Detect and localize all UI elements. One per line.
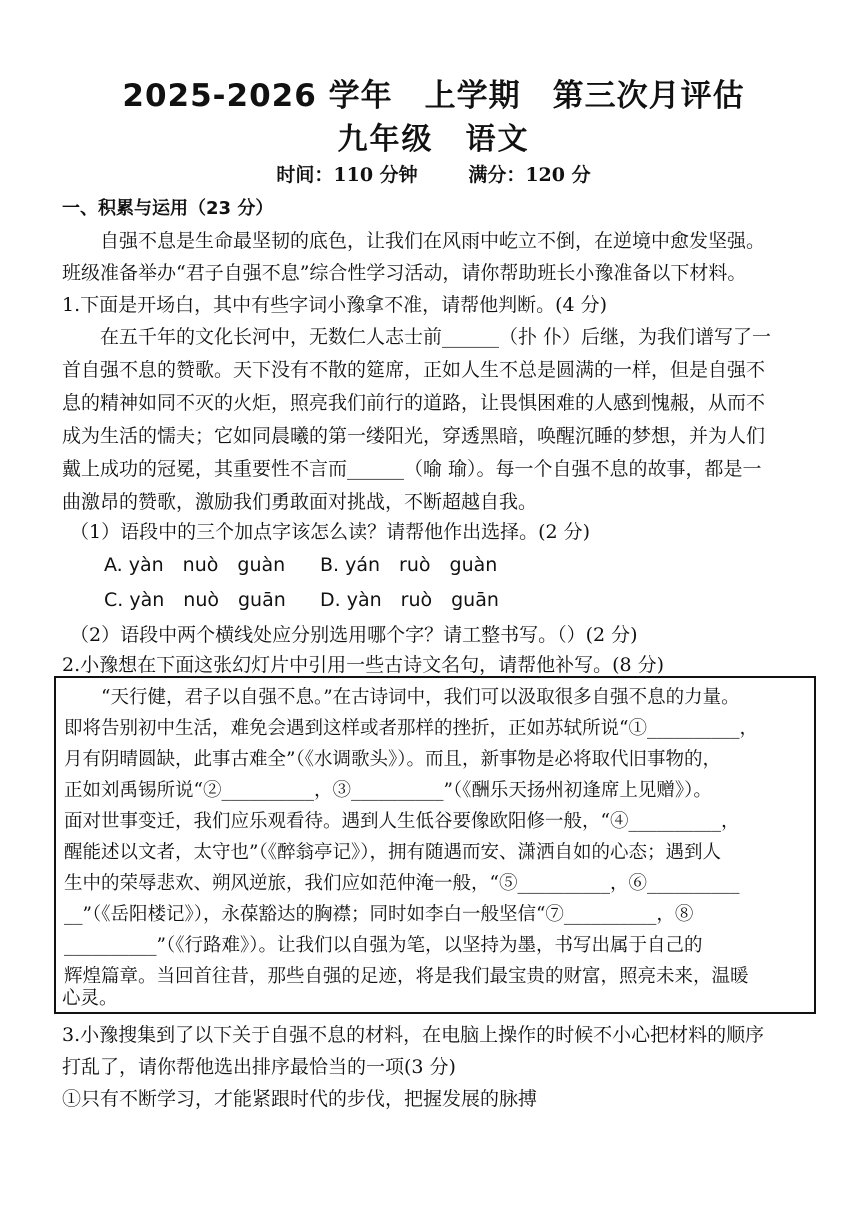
intro-line-1: 自强不息是生命最坚韧的底色，让我们在风雨中屹立不倒，在逆境中愈发坚强。 [100,230,766,252]
passage-line-1: 在五千年的文化长河中，无数仁人志士前______（扑 仆）后继，为我们谱写了一 [100,326,772,348]
slide-line-3: 月有阴晴圆缺，此事古难全”（《水调歌头》）。而且，新事物是必将取代旧事物的， [64,749,721,770]
section-heading: 一、积累与运用（23 分） [62,198,274,219]
intro-line-2: 班级准备举办“君子自强不息”综合性学习活动，请你帮助班长小豫准备以下材料。 [62,262,747,284]
passage-line-4: 成为生活的懦夫；它如同晨曦的第一缕阳光，穿透黑暗，唤醒沉睡的梦想，并为人们 [62,425,766,447]
passage-line-2: 首自强不息的赞歌。天下没有不散的筵席，正如人生不总是圆满的一样，但是自强不 [62,359,766,381]
question-1: 1.下面是开场白，其中有些字词小豫拿不准，请帮他判断。(4 分) [62,294,608,316]
option-c: C. yàn nuò guān [104,589,286,611]
slide-line-11: 心灵。 [62,988,118,1009]
passage-line-6: 曲激昂的赞歌，激励我们勇敢面对挑战，不断超越自我。 [62,491,538,513]
slide-line-5: 面对世事变迁，我们应乐观看待。遇到人生低谷要像欧阳修一般，“④__________， [64,811,740,832]
slide-line-6: 醒能述以文者，太守也”（《醉翁亭记》），拥有随遇而安、潇洒自如的心态；遇到人 [64,842,721,863]
slide-line-4: 正如刘禹锡所说“②__________，③__________”（《酬乐天扬州初逢席上见赠》）。 [64,780,712,801]
slide-box [54,676,816,1014]
exam-meta [0,160,867,187]
slide-line-1: “天行健，君子以自强不息。”在古诗词中，我们可以汲取很多自强不息的力量。 [64,687,740,708]
option-b: B. yán ruò guàn [320,554,498,576]
exam-time: 时间：110 分钟 [276,164,418,186]
question-1-1: （1）语段中的三个加点字该怎么读？请帮他作出选择。(2 分) [70,521,591,543]
slide-line-2: 即将告别初中生活，难免会遇到这样或者那样的挫折，正如苏轼所说“①__________， [64,718,758,739]
slide-line-8: __”（《岳阳楼记》），永葆豁达的胸襟；同时如李白一般坚信“⑦__________，⑧ [64,904,694,925]
slide-line-7: 生中的荣辱悲欢、朔风逆旅，我们应如范仲淹一般，“⑤__________，⑥__________ [64,873,740,894]
exam-score: 满分：120 分 [468,164,591,186]
question-1-2: （2）语段中两个横线处应分别选用哪个字？请工整书写。（）(2 分) [70,624,638,646]
question-3-line-1: 3.小豫搜集到了以下关于自强不息的材料，在电脑上操作的时候不小心把材料的顺序 [62,1024,765,1046]
question-2: 2.小豫想在下面这张幻灯片中引用一些古诗文名句，请帮他补写。(8 分) [62,654,665,676]
question-3-line-2: 打乱了，请你帮他选出排序最恰当的一项(3 分) [62,1056,456,1078]
exam-subtitle: 九年级 语文 [337,122,530,157]
slide-line-10: 辉煌篇章。当回首往昔，那些自强的足迹，将是我们最宝贵的财富，照亮未来，温暖 [64,966,749,987]
question-3-item-1: ①只有不断学习，才能紧跟时代的步伐，把握发展的脉搏 [62,1088,538,1110]
option-a: A. yàn nuò guàn [104,554,286,576]
passage-line-5: 戴上成功的冠冕，其重要性不言而______（喻 瑜）。每一个自强不息的故事，都是一 [62,458,762,480]
option-d: D. yàn ruò guān [320,589,499,611]
passage-line-3: 息的精神如同不灭的火炬，照亮我们前行的道路，让畏惧困难的人感到愧赧，从而不 [62,392,766,414]
exam-title: 2025-2026 学年 上学期 第三次月评估 [122,78,745,114]
slide-line-9: __________”（《行路难》）。让我们以自强为笔，以坚持为墨，书写出属于自己的 [64,935,703,956]
